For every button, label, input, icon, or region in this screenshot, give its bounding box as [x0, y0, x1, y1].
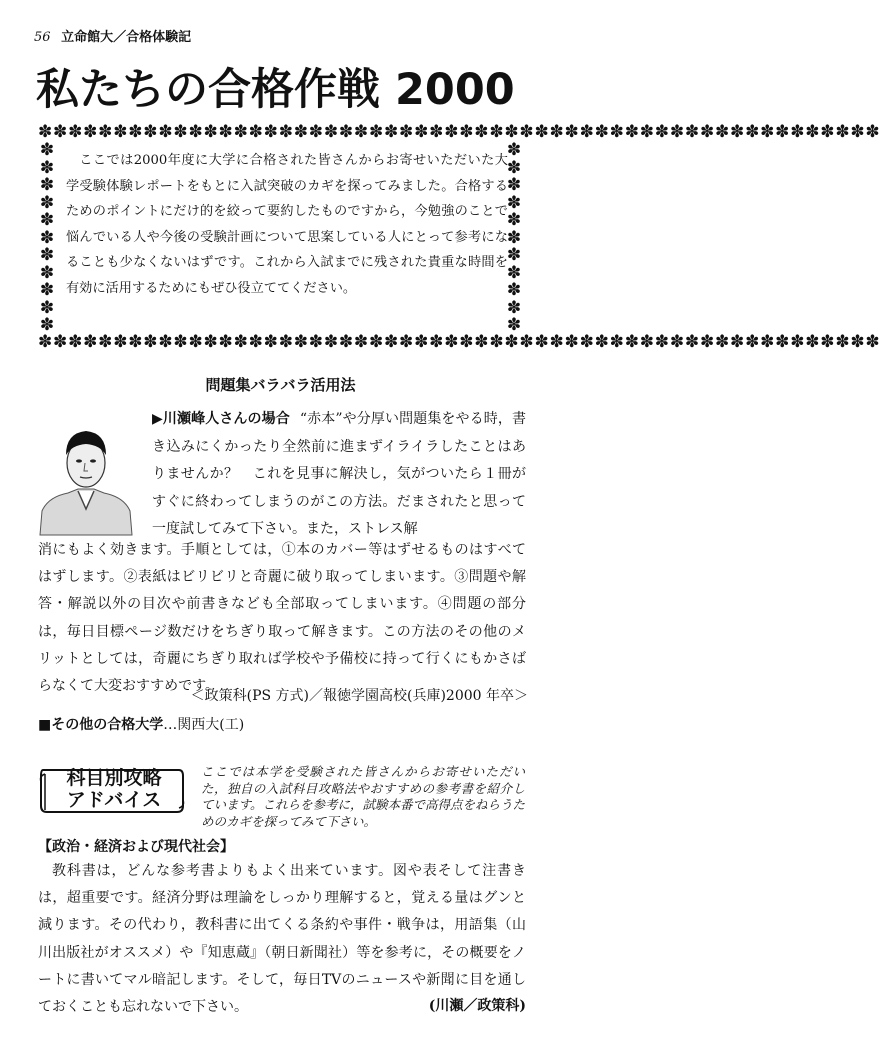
running-title: 立命館大／合格体験記	[61, 30, 192, 45]
student-photo	[34, 411, 138, 535]
student-portrait-icon	[34, 411, 138, 535]
section-paragraph-2: 消にもよく効きます。手順としては，①本のカバー等はずせるものはすべてはずします。②表紙はビリビリと奇麗に破り取ってしまいます。③問題や解答・解説以外の目次や前書きなども全部取ってしまいます。④問題の部分は，毎日目標ページ数だけをちぎり取って解きます。この方法のその他のメリットとしては，奇麗にちぎり取れば学校や予備校に持って行くにもかさばらなくて大変おすすめです。	[38, 542, 526, 695]
page-title-year: 2000	[394, 65, 515, 115]
other-universities-value: …関西大(工)	[163, 717, 245, 733]
strategy-badge-line2: アドバイス	[66, 789, 162, 811]
page-title	[36, 56, 515, 117]
section-para1-text: “赤本”や分厚い問題集をやる時，書き込みにくかったり全然前に進まずイライラしたことはありませんか？ これを見事に解決し，気がついたら１冊がすぐに終わってしまうのがこの方法。だまされたと思って一度試してみて下さい。また，ストレス解	[152, 411, 526, 537]
section-paragraph-1	[152, 406, 526, 544]
section-credit: ＜政策科(PS 方式)／報徳学園高校(兵庫)2000 年卒＞	[190, 688, 528, 704]
other-universities	[38, 714, 244, 734]
frame-bottom-stars: ✽✽✽✽✽✽✽✽✽✽✽✽✽✽✽✽✽✽✽✽✽✽✽✽✽✽✽✽✽✽✽✽✽✽✽✽✽✽✽✽✽✽✽✽✽✽✽✽✽✽✽✽✽✽✽✽	[38, 332, 880, 352]
intro-text: ここでは2000年度に大学に合格された皆さんからお寄せいただいた大学受験体験レポートをもとに入試突破のカギを探ってみました。合格するためのポイントにだけ的を絞って要約したものですから，今勉強のことで悩んでいる人や今後の受験計画について思案している人にとって参考になることも少なくないはずです。これから入試までに残された貴重な時間を有効に活用するためにもぜひ役立ててください。	[66, 153, 508, 296]
other-universities-label: ■その他の合格大学	[38, 717, 164, 733]
strategy-badge	[45, 767, 183, 811]
page-title-main: 私たちの合格作戦	[36, 65, 380, 115]
section-title: 問題集バラバラ活用法	[205, 376, 356, 394]
frame-top-stars: ✽✽✽✽✽✽✽✽✽✽✽✽✽✽✽✽✽✽✽✽✽✽✽✽✽✽✽✽✽✽✽✽✽✽✽✽✽✽✽✽✽✽✽✽✽✽✽✽✽✽✽✽✽✽✽✽	[38, 122, 880, 142]
subject-body: 教科書は，どんな参考書よりもよく出来ています。図や表そして注書きは，超重要です。経済分野は理論をしっかり理解すると，覚える量はグンと減ります。その代わり，教科書に出てくる条約や事件・戦争は，用語集（山川出版社がオススメ）や『知恵蔵』（朝日新聞社）等を参考に，その概要をノートに書いてマル暗記します。そして，毎日TVのニュースや新聞に目を通しておくことも忘れないで下さい。	[38, 863, 526, 1016]
page-number: 56	[34, 30, 51, 45]
frame-right-stars: ✽ ✽ ✽ ✽ ✽ ✽ ✽ ✽ ✽ ✽ ✽	[506, 140, 522, 335]
strategy-badge-line1: 科目別攻略	[66, 767, 162, 789]
strategy-intro: ここでは本学を受験された皆さんからお寄せいただいた，独自の入試科目攻略法やおすすめの参考書を紹介しています。これらを参考に，試験本番で高得点をねらうためのカギを探ってみて下さい。	[201, 764, 526, 829]
subject-heading: 【政治・経済および現代社会】	[38, 839, 234, 855]
frame-left-stars: ✽ ✽ ✽ ✽ ✽ ✽ ✽ ✽ ✽ ✽ ✽	[39, 140, 55, 335]
section-lead: ▶川瀬峰人さんの場合	[152, 411, 290, 427]
running-header	[34, 26, 191, 45]
subject-signature: (川瀬／政策科)	[428, 998, 526, 1014]
